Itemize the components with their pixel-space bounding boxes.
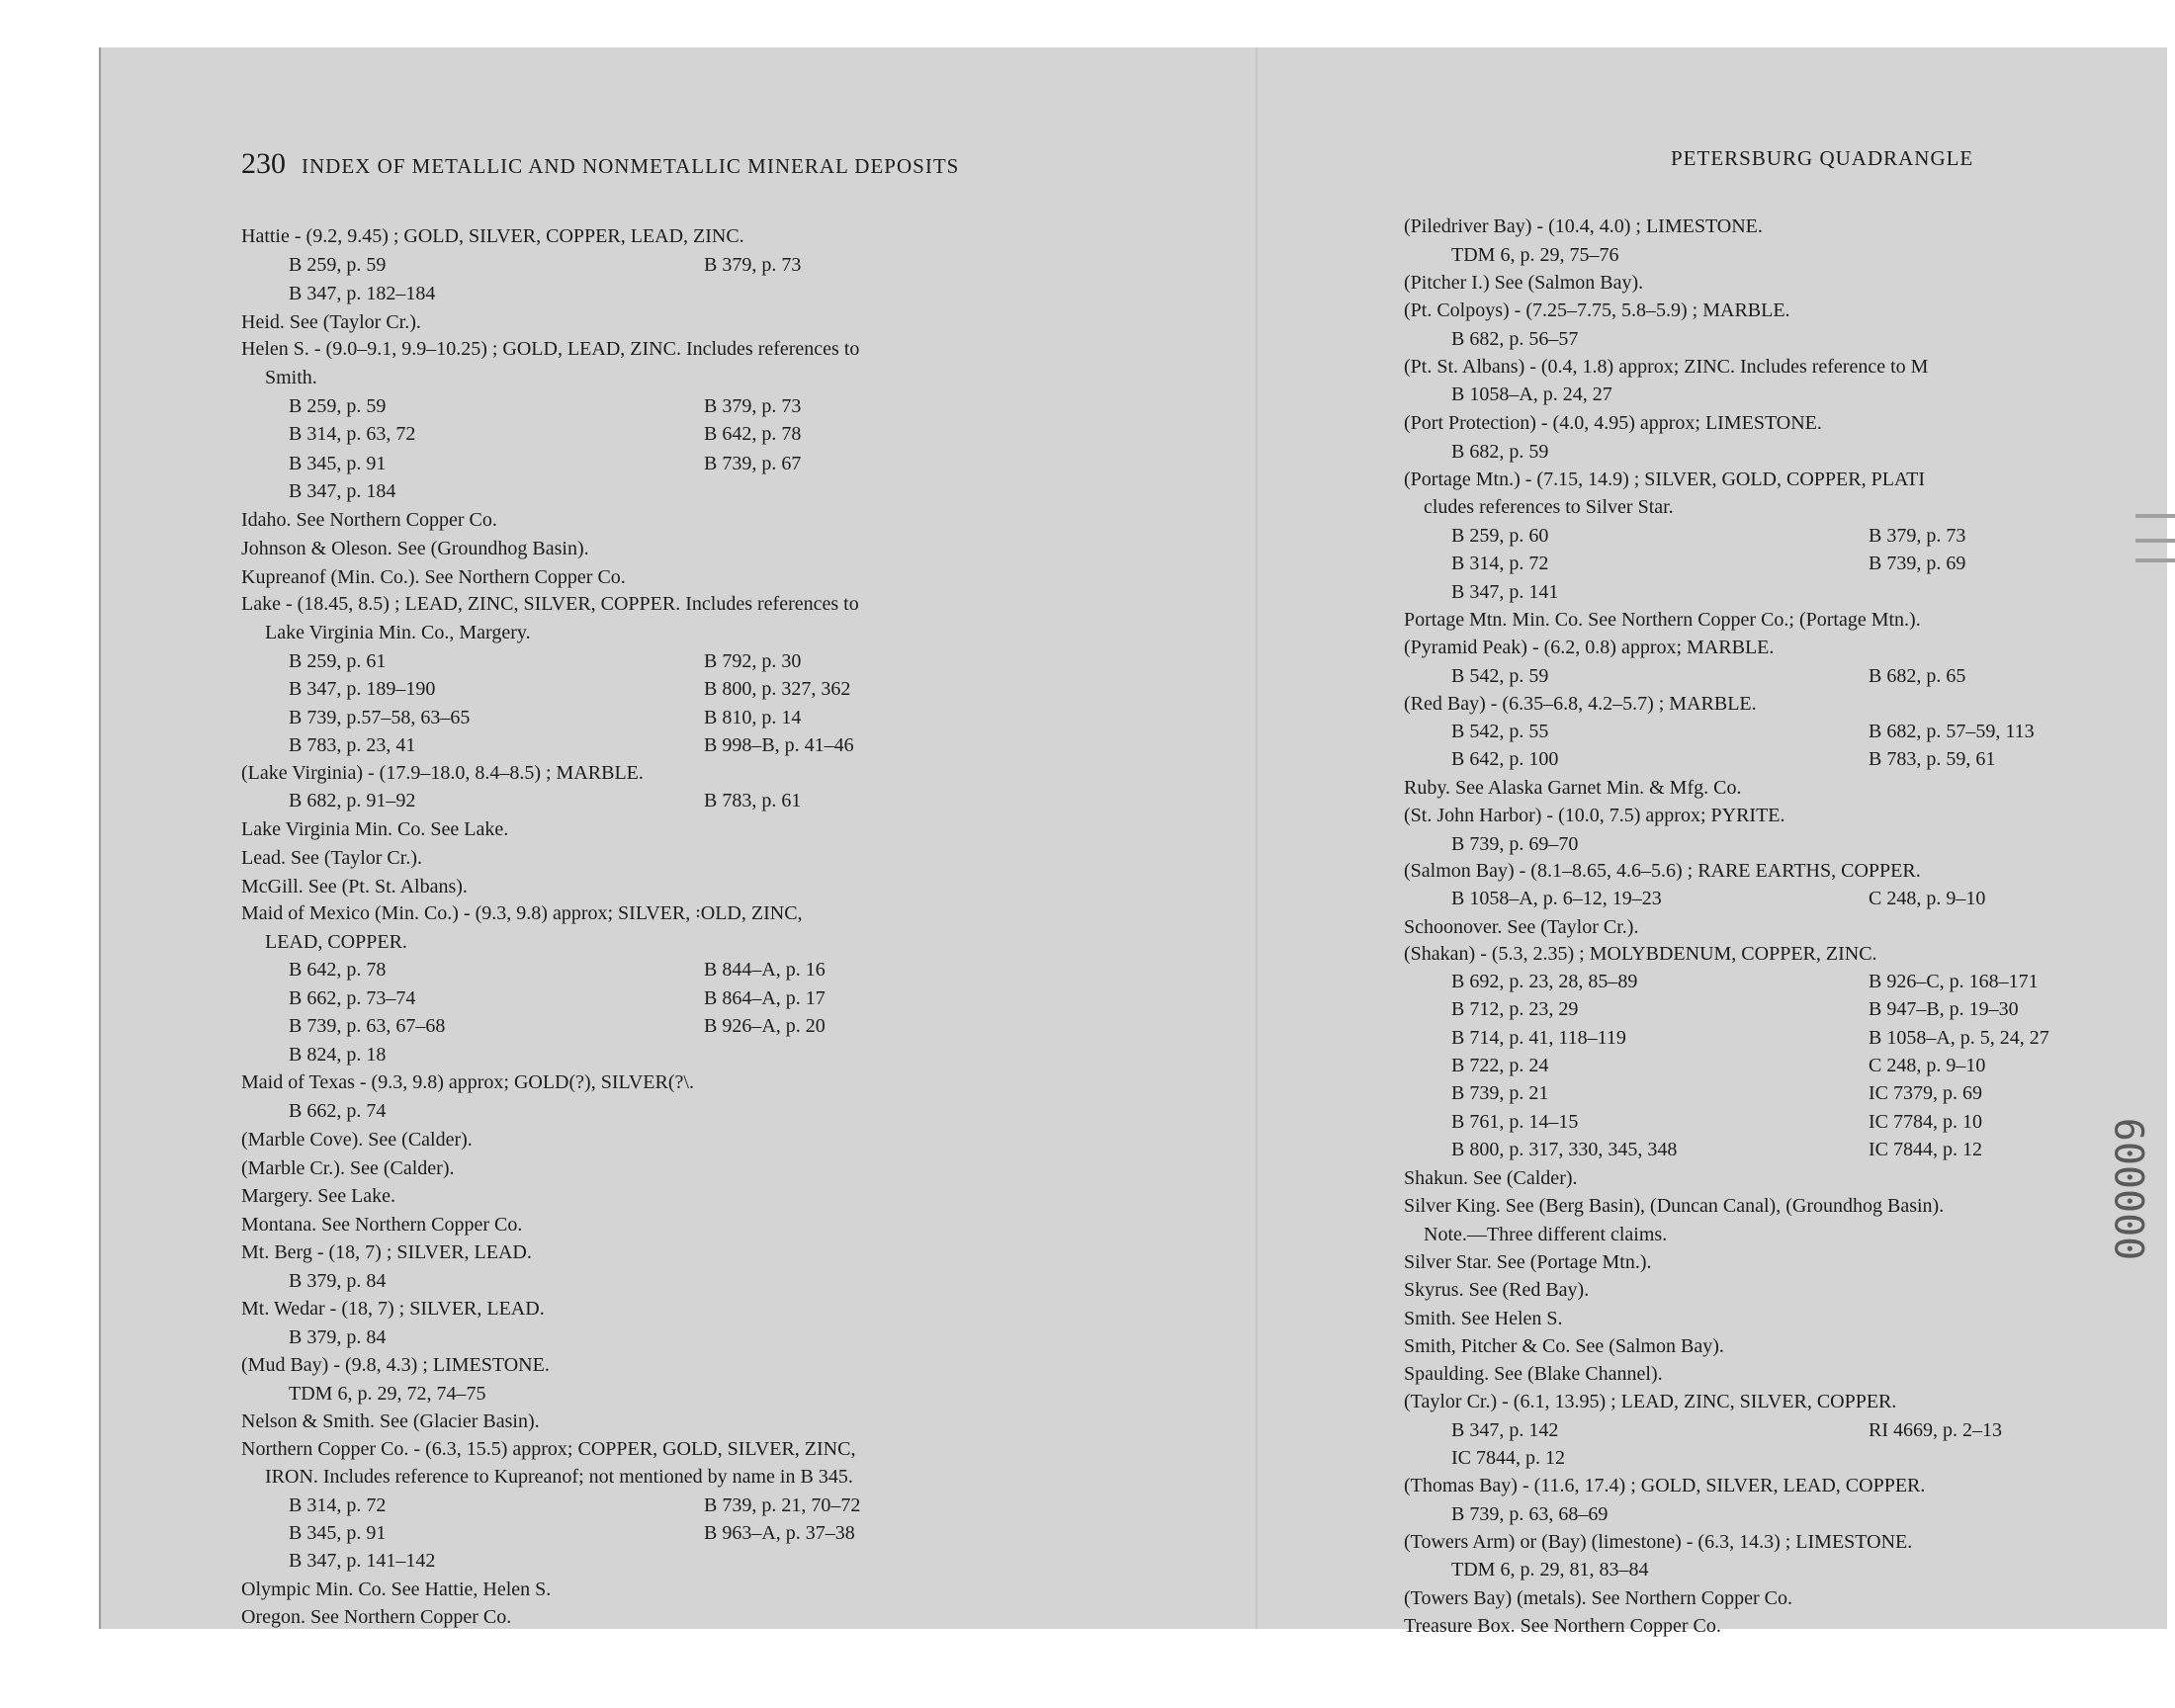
left-entry-line: B 259, p. 59: [289, 254, 387, 276]
right-entry-line: Smith, Pitcher & Co. See (Salmon Bay).: [1404, 1335, 1724, 1357]
right-entry-line: (Pitcher I.) See (Salmon Bay).: [1404, 272, 1644, 294]
archive-stamp: 600000: [2105, 1117, 2151, 1261]
left-entry-line: B 739, p. 63, 67–68: [289, 1015, 446, 1037]
left-entry-line: B 662, p. 73–74: [289, 987, 416, 1009]
right-entry-line: (St. John Harbor) - (10.0, 7.5) approx; PYRITE.: [1404, 805, 1785, 826]
right-entry-line: Silver Star. See (Portage Mtn.).: [1404, 1251, 1652, 1273]
left-entry-line: B 379, p. 84: [289, 1326, 387, 1348]
right-entry-line: (Thomas Bay) - (11.6, 17.4) ; GOLD, SILVER, LEAD, COPPER.: [1404, 1475, 1926, 1496]
right-reference-right: B 379, p. 73: [1869, 525, 1966, 547]
left-entry-line: (Marble Cr.). See (Calder).: [241, 1157, 455, 1179]
left-entry-line: Mt. Wedar - (18, 7) ; SILVER, LEAD.: [241, 1298, 545, 1320]
left-entry-line: Montana. See Northern Copper Co.: [241, 1214, 523, 1236]
right-entry-line: (Portage Mtn.) - (7.15, 14.9) ; SILVER, GOLD, COPPER, PLATI: [1404, 469, 1926, 490]
left-entry-line: B 642, p. 78: [289, 959, 387, 981]
left-entry-line: B 314, p. 63, 72: [289, 423, 416, 445]
left-reference-right: B 864–A, p. 17: [704, 987, 826, 1009]
right-entry-line: B 800, p. 317, 330, 345, 348: [1451, 1139, 1678, 1160]
left-entry-line: Lake Virginia Min. Co., Margery.: [265, 622, 531, 643]
left-entry-line: B 345, p. 91: [289, 1522, 387, 1544]
left-entry-line: Johnson & Oleson. See (Groundhog Basin).: [241, 538, 589, 559]
right-entry-line: B 682, p. 56–57: [1451, 328, 1579, 350]
left-reference-right: B 998–B, p. 41–46: [704, 734, 854, 756]
left-reference-right: B 810, p. 14: [704, 707, 802, 728]
edge-mark: [2135, 558, 2175, 562]
right-entry-line: B 712, p. 23, 29: [1451, 998, 1579, 1020]
left-entry-line: McGill. See (Pt. St. Albans).: [241, 876, 468, 897]
right-reference-right: C 248, p. 9–10: [1869, 888, 1986, 909]
left-reference-right: B 783, p. 61: [704, 790, 802, 811]
left-page-header: [241, 147, 960, 180]
left-entry-line: Lead. See (Taylor Cr.).: [241, 847, 422, 869]
right-entry-line: Smith. See Helen S.: [1404, 1308, 1563, 1329]
left-entry-line: Oregon. See Northern Copper Co.: [241, 1606, 512, 1628]
right-entry-line: (Piledriver Bay) - (10.4, 4.0) ; LIMESTONE.: [1404, 215, 1763, 237]
right-reference-right: B 783, p. 59, 61: [1869, 748, 1996, 770]
right-entry-line: (Pt. Colpoys) - (7.25–7.75, 5.8–5.9) ; MARBLE.: [1404, 299, 1790, 321]
left-entry-line: B 347, p. 189–190: [289, 678, 436, 700]
right-entry-line: Portage Mtn. Min. Co. See Northern Copper Co.; (Portage Mtn.).: [1404, 609, 1921, 631]
left-entry-line: B 345, p. 91: [289, 453, 387, 474]
left-reference-right: B 792, p. 30: [704, 650, 802, 672]
right-entry-line: (Pyramid Peak) - (6.2, 0.8) approx; MARBLE.: [1404, 637, 1775, 658]
right-reference-right: B 947–B, p. 19–30: [1869, 998, 2019, 1020]
page-fold-line: [1256, 47, 1258, 1629]
left-entry-line: Lake Virginia Min. Co. See Lake.: [241, 818, 509, 840]
right-entry-line: cludes references to Silver Star.: [1424, 496, 1674, 518]
left-entry-line: Idaho. See Northern Copper Co.: [241, 509, 497, 531]
left-entry-line: Kupreanof (Min. Co.). See Northern Copper Co.: [241, 566, 626, 588]
right-entry-line: Silver King. See (Berg Basin), (Duncan Canal), (Groundhog Basin).: [1404, 1195, 1945, 1217]
right-reference-right: IC 7379, p. 69: [1869, 1082, 1982, 1104]
left-reference-right: B 963–A, p. 37–38: [704, 1522, 855, 1544]
left-entry-line: B 347, p. 182–184: [289, 283, 436, 304]
right-entry-line: (Port Protection) - (4.0, 4.95) approx; LIMESTONE.: [1404, 412, 1822, 434]
right-entry-line: Spaulding. See (Blake Channel).: [1404, 1363, 1663, 1385]
right-reference-right: RI 4669, p. 2–13: [1869, 1419, 2002, 1441]
right-entry-line: TDM 6, p. 29, 81, 83–84: [1451, 1559, 1649, 1580]
right-reference-right: B 926–C, p. 168–171: [1869, 971, 2039, 992]
left-entry-line: (Marble Cove). See (Calder).: [241, 1129, 473, 1151]
right-entry-line: (Red Bay) - (6.35–6.8, 4.2–5.7) ; MARBLE.: [1404, 693, 1757, 715]
right-entry-line: TDM 6, p. 29, 75–76: [1451, 244, 1619, 266]
right-entry-line: B 642, p. 100: [1451, 748, 1559, 770]
right-entry-line: B 722, p. 24: [1451, 1055, 1549, 1076]
right-entry-line: Shakun. See (Calder).: [1404, 1167, 1578, 1189]
right-entry-line: Treasure Box. See Northern Copper Co.: [1404, 1615, 1721, 1637]
right-entry-line: Skyrus. See (Red Bay).: [1404, 1279, 1590, 1301]
right-entry-line: B 739, p. 21: [1451, 1082, 1549, 1104]
right-entry-line: B 739, p. 69–70: [1451, 833, 1579, 855]
right-entry-line: Schoonover. See (Taylor Cr.).: [1404, 916, 1639, 938]
left-entry-line: Maid of Texas - (9.3, 9.8) approx; GOLD(?), SILVER(?\.: [241, 1071, 694, 1093]
right-reference-right: IC 7844, p. 12: [1869, 1139, 1982, 1160]
left-entry-line: Nelson & Smith. See (Glacier Basin).: [241, 1410, 540, 1432]
left-reference-right: B 739, p. 21, 70–72: [704, 1494, 861, 1516]
left-entry-line: B 347, p. 184: [289, 480, 396, 502]
right-entry-line: Ruby. See Alaska Garnet Min. & Mfg. Co.: [1404, 777, 1742, 799]
left-entry-line: B 739, p.57–58, 63–65: [289, 707, 471, 728]
right-entry-line: (Towers Arm) or (Bay) (limestone) - (6.3, 14.3) ; LIMESTONE.: [1404, 1531, 1913, 1553]
left-entry-line: Hattie - (9.2, 9.45) ; GOLD, SILVER, COPPER, LEAD, ZINC.: [241, 225, 744, 247]
right-entry-line: (Taylor Cr.) - (6.1, 13.95) ; LEAD, ZINC, SILVER, COPPER.: [1404, 1391, 1897, 1412]
edge-mark: [2135, 539, 2175, 543]
right-entry-line: B 259, p. 60: [1451, 525, 1549, 547]
left-entry-line: Lake - (18.45, 8.5) ; LEAD, ZINC, SILVER, COPPER. Includes references to: [241, 593, 859, 615]
left-running-title: INDEX OF METALLIC AND NONMETALLIC MINERAL DEPOSITS: [302, 154, 960, 178]
right-entry-line: B 1058–A, p. 6–12, 19–23: [1451, 888, 1662, 909]
right-entry-line: (Pt. St. Albans) - (0.4, 1.8) approx; ZINC. Includes reference to M: [1404, 356, 1929, 378]
right-entry-line: B 692, p. 23, 28, 85–89: [1451, 971, 1638, 992]
left-entry-line: Olympic Min. Co. See Hattie, Helen S.: [241, 1579, 552, 1600]
right-running-title: PETERSBURG QUADRANGLE: [1671, 146, 1974, 170]
left-entry-line: B 347, p. 141–142: [289, 1550, 436, 1572]
left-entry-line: Margery. See Lake.: [241, 1185, 396, 1207]
left-entry-line: Maid of Mexico (Min. Co.) - (9.3, 9.8) approx; SILVER, ꞉OLD, ZINC,: [241, 902, 803, 924]
right-reference-right: B 1058–A, p. 5, 24, 27: [1869, 1027, 2049, 1049]
left-entry-line: IRON. Includes reference to Kupreanof; not mentioned by name in B 345.: [265, 1466, 853, 1488]
left-reference-right: B 642, p. 78: [704, 423, 802, 445]
left-entry-line: B 314, p. 72: [289, 1494, 387, 1516]
left-entry-line: B 259, p. 59: [289, 395, 387, 417]
right-entry-line: B 347, p. 141: [1451, 581, 1559, 603]
left-entry-line: LEAD, COPPER.: [265, 931, 407, 953]
right-reference-right: C 248, p. 9–10: [1869, 1055, 1986, 1076]
right-reference-right: B 682, p. 65: [1869, 665, 1966, 687]
left-entry-line: B 682, p. 91–92: [289, 790, 416, 811]
right-entry-line: B 682, p. 59: [1451, 441, 1549, 463]
right-entry-line: B 739, p. 63, 68–69: [1451, 1503, 1609, 1525]
left-reference-right: B 379, p. 73: [704, 254, 802, 276]
left-reference-right: B 844–A, p. 16: [704, 959, 826, 981]
right-entry-line: B 761, p. 14–15: [1451, 1111, 1579, 1133]
left-entry-line: B 824, p. 18: [289, 1044, 387, 1066]
left-entry-line: B 259, p. 61: [289, 650, 387, 672]
left-entry-line: B 662, p. 74: [289, 1100, 387, 1122]
right-entry-line: IC 7844, p. 12: [1451, 1447, 1565, 1469]
left-reference-right: B 739, p. 67: [704, 453, 802, 474]
left-entry-line: B 783, p. 23, 41: [289, 734, 416, 756]
right-entry-line: (Salmon Bay) - (8.1–8.65, 4.6–5.6) ; RARE EARTHS, COPPER.: [1404, 860, 1921, 882]
right-reference-right: B 682, p. 57–59, 113: [1869, 721, 2035, 742]
left-entry-line: Helen S. - (9.0–9.1, 9.9–10.25) ; GOLD, LEAD, ZINC. Includes references to: [241, 338, 860, 360]
left-entry-line: B 379, p. 84: [289, 1270, 387, 1292]
left-entry-line: Smith.: [265, 367, 317, 388]
right-reference-right: B 739, p. 69: [1869, 553, 1966, 574]
right-entry-line: B 1058–A, p. 24, 27: [1451, 384, 1612, 405]
left-entry-line: TDM 6, p. 29, 72, 74–75: [289, 1383, 486, 1405]
right-entry-line: (Towers Bay) (metals). See Northern Copper Co.: [1404, 1587, 1792, 1609]
right-entry-line: B 542, p. 59: [1451, 665, 1549, 687]
edge-mark: [2135, 514, 2175, 518]
left-entry-line: (Mud Bay) - (9.8, 4.3) ; LIMESTONE.: [241, 1354, 550, 1376]
left-entry-line: (Lake Virginia) - (17.9–18.0, 8.4–8.5) ; MARBLE.: [241, 762, 644, 784]
right-entry-line: (Shakan) - (5.3, 2.35) ; MOLYBDENUM, COPPER, ZINC.: [1404, 943, 1877, 965]
left-reference-right: B 926–A, p. 20: [704, 1015, 826, 1037]
right-entry-line: Note.—Three different claims.: [1424, 1224, 1668, 1245]
right-reference-right: IC 7784, p. 10: [1869, 1111, 1982, 1133]
right-entry-line: B 347, p. 142: [1451, 1419, 1559, 1441]
page-number: 230: [241, 147, 286, 180]
left-reference-right: B 800, p. 327, 362: [704, 678, 851, 700]
left-entry-line: Northern Copper Co. - (6.3, 15.5) approx; COPPER, GOLD, SILVER, ZINC,: [241, 1438, 856, 1460]
left-entry-line: Heid. See (Taylor Cr.).: [241, 311, 421, 333]
right-entry-line: B 542, p. 55: [1451, 721, 1549, 742]
right-entry-line: B 714, p. 41, 118–119: [1451, 1027, 1626, 1049]
left-reference-right: B 379, p. 73: [704, 395, 802, 417]
right-entry-line: B 314, p. 72: [1451, 553, 1549, 574]
left-entry-line: Mt. Berg - (18, 7) ; SILVER, LEAD.: [241, 1241, 532, 1263]
